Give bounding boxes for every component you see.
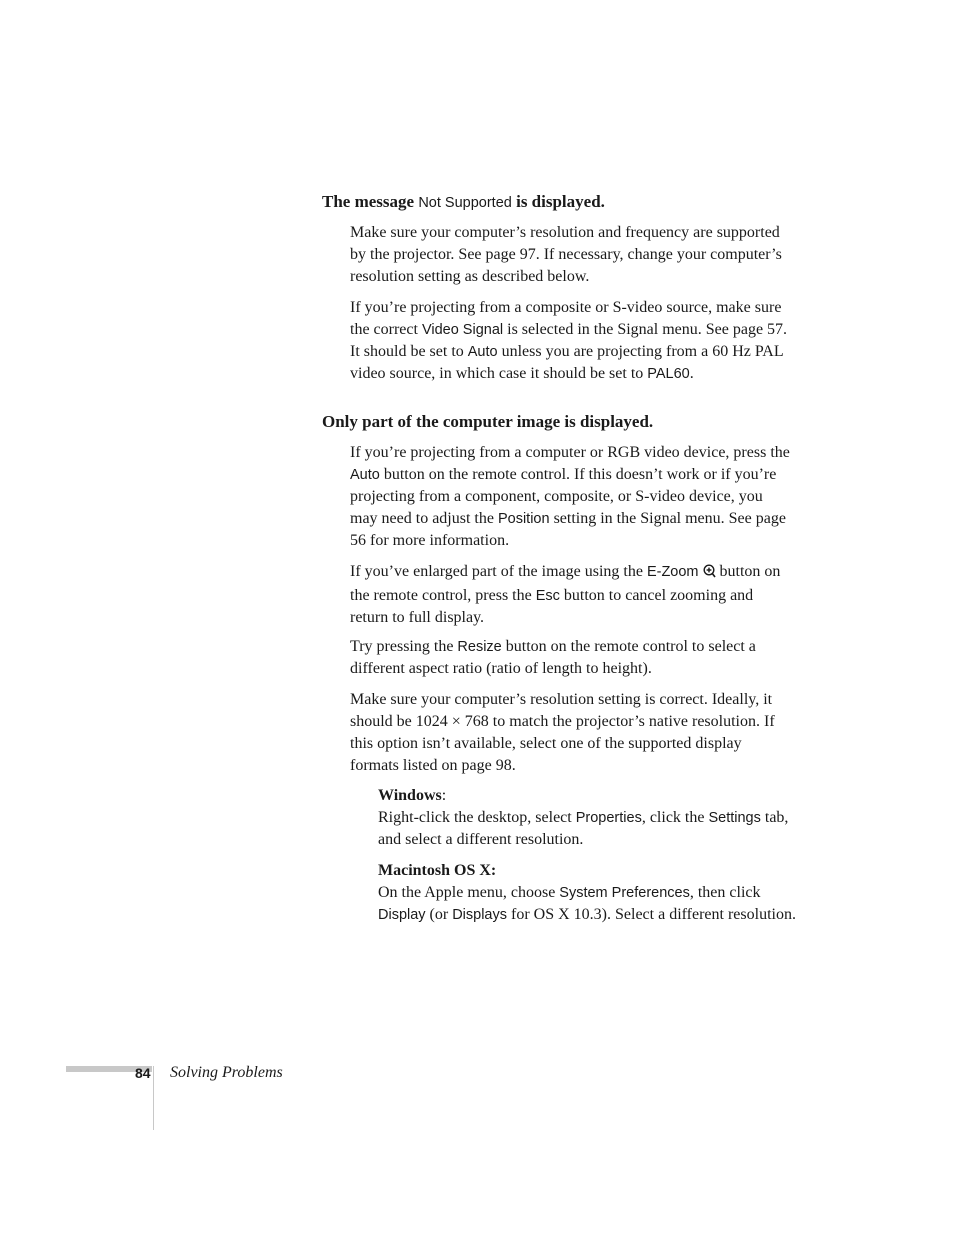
- page-number: 84: [135, 1065, 151, 1081]
- text: , then click: [689, 884, 761, 901]
- windows-instructions: [378, 785, 798, 851]
- ui-term: Video Signal: [421, 322, 504, 338]
- zoom-in-icon: [703, 563, 716, 585]
- ui-term: Settings: [708, 810, 761, 826]
- text: tab, and select a different resolution.: [378, 809, 789, 848]
- text: If you’ve enlarged part of the image using the: [350, 563, 643, 580]
- text: .: [689, 365, 694, 382]
- text: Try pressing the: [350, 638, 454, 655]
- paragraph: [350, 297, 790, 385]
- footer-divider: [153, 1066, 154, 1130]
- text: button on the remote control, press the: [350, 563, 781, 604]
- ui-term: Position: [497, 511, 550, 527]
- text: for OS X 10.3). Select a different resolution.: [511, 906, 796, 923]
- text: If you’re projecting from a computer or RGB video device, press the: [350, 444, 790, 461]
- text: button to cancel zooming and return to full display.: [350, 587, 754, 626]
- footer-section-title: Solving Problems: [170, 1064, 283, 1081]
- ui-term: System Preferences: [559, 885, 690, 901]
- ui-term: E-Zoom: [646, 564, 699, 580]
- text: (or: [429, 906, 449, 923]
- subheading-windows: Windows: [378, 787, 442, 804]
- text: unless you are projecting from a 60 Hz PAL video source, in which case it should be set to: [350, 343, 784, 382]
- heading-text-post: is displayed.: [516, 192, 605, 211]
- heading-ui-term: Not Supported: [418, 195, 512, 211]
- ui-term: Esc: [535, 588, 560, 604]
- ui-term: Auto: [350, 467, 380, 483]
- mac-instructions: [378, 860, 798, 926]
- text: Right-click the desktop, select: [378, 809, 572, 826]
- heading-not-supported: [322, 191, 605, 214]
- ui-term: PAL60: [647, 366, 690, 382]
- subheading-mac: Macintosh OS X:: [378, 862, 497, 879]
- paragraph: Make sure your computer’s resolution and frequency are supported by the projector. See page 97. If necessary, change your computer’s resolution setting as described below.: [350, 224, 782, 285]
- text: button on the remote control. If this doesn’t work or if you’re projecting from a component, composite, or S-video device, you may need to adjust the: [350, 466, 777, 527]
- ui-term: Resize: [457, 639, 502, 655]
- ui-term: Auto: [467, 344, 498, 360]
- heading-partial-image: Only part of the computer image is displayed.: [322, 412, 654, 431]
- text: :: [441, 787, 447, 804]
- paragraph: Make sure your computer’s resolution setting is correct. Ideally, it should be 1024 × 768 to match the projector’s native resolution. If this option isn’t available, select one of the supported display formats listed on page 98.: [350, 691, 775, 774]
- heading-text-pre: The message: [322, 192, 415, 211]
- text: On the Apple menu, choose: [378, 884, 556, 901]
- paragraph: [350, 561, 790, 629]
- paragraph: [350, 636, 790, 680]
- text: If you’re projecting from a composite or S-video source, make sure the correct: [350, 299, 782, 338]
- text: button on the remote control to select a different aspect ratio (ratio of length to height).: [350, 638, 756, 677]
- ui-term: Displays: [452, 907, 507, 923]
- text: setting in the Signal menu. See page 56 for more information.: [350, 510, 786, 549]
- ui-term: Display: [378, 907, 426, 923]
- text: is selected in the Signal menu. See page 57. It should be set to: [350, 321, 788, 360]
- text: , click the: [641, 809, 705, 826]
- ui-term: Properties: [575, 810, 642, 826]
- paragraph: [350, 442, 790, 552]
